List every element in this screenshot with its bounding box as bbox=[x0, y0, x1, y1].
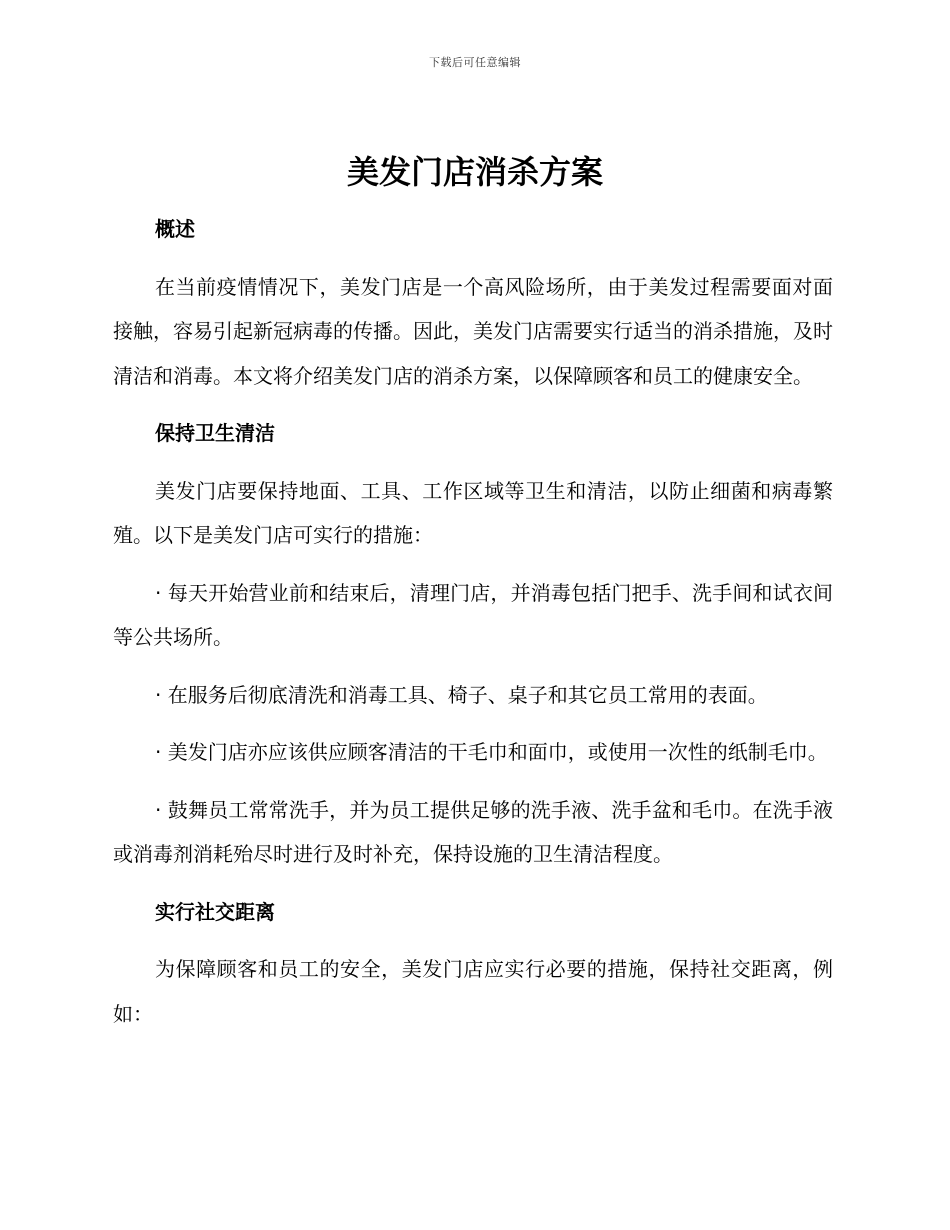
bullet-item: · 鼓舞员工常常洗手，并为员工提供足够的洗手液、洗手盆和毛巾。在洗手液或消毒剂消耗殆尽时进行及时补充，保持设施的卫生清洁程度。 bbox=[113, 797, 833, 866]
document-body bbox=[113, 207, 833, 1049]
bullet-item: · 在服务后彻底清洗和消毒工具、椅子、桌子和其它员工常用的表面。 bbox=[155, 682, 768, 707]
bullet-item: · 美发门店亦应该供应顾客清洁的干毛巾和面巾，或使用一次性的纸制毛巾。 bbox=[155, 740, 828, 764]
paragraph: 美发门店要保持地面、工具、工作区域等卫生和清洁，以防止细菌和病毒繁殖。以下是美发门店可实行的措施： bbox=[113, 478, 833, 547]
bullet-item: · 每天开始营业前和结束后，清理门店，并消毒包括门把手、洗手间和试衣间等公共场所。 bbox=[113, 580, 833, 649]
header-note: 下载后可任意编辑 bbox=[429, 56, 521, 69]
section-heading-overview: 概述 bbox=[155, 217, 195, 241]
paragraph: 为保障顾客和员工的安全，美发门店应实行必要的措施，保持社交距离，例如： bbox=[113, 957, 833, 1026]
document-title: 美发门店消杀方案 bbox=[346, 153, 603, 191]
section-heading-hygiene: 保持卫生清洁 bbox=[155, 421, 275, 445]
paragraph: 在当前疫情情况下，美发门店是一个高风险场所，由于美发过程需要面对面接触，容易引起新冠病毒的传播。因此，美发门店需要实行适当的消杀措施，及时清洁和消毒。本文将介绍美发门店的消杀方案，以保障顾客和员工的健康安全。 bbox=[113, 274, 833, 388]
section-heading-social-distance: 实行社交距离 bbox=[155, 899, 275, 924]
